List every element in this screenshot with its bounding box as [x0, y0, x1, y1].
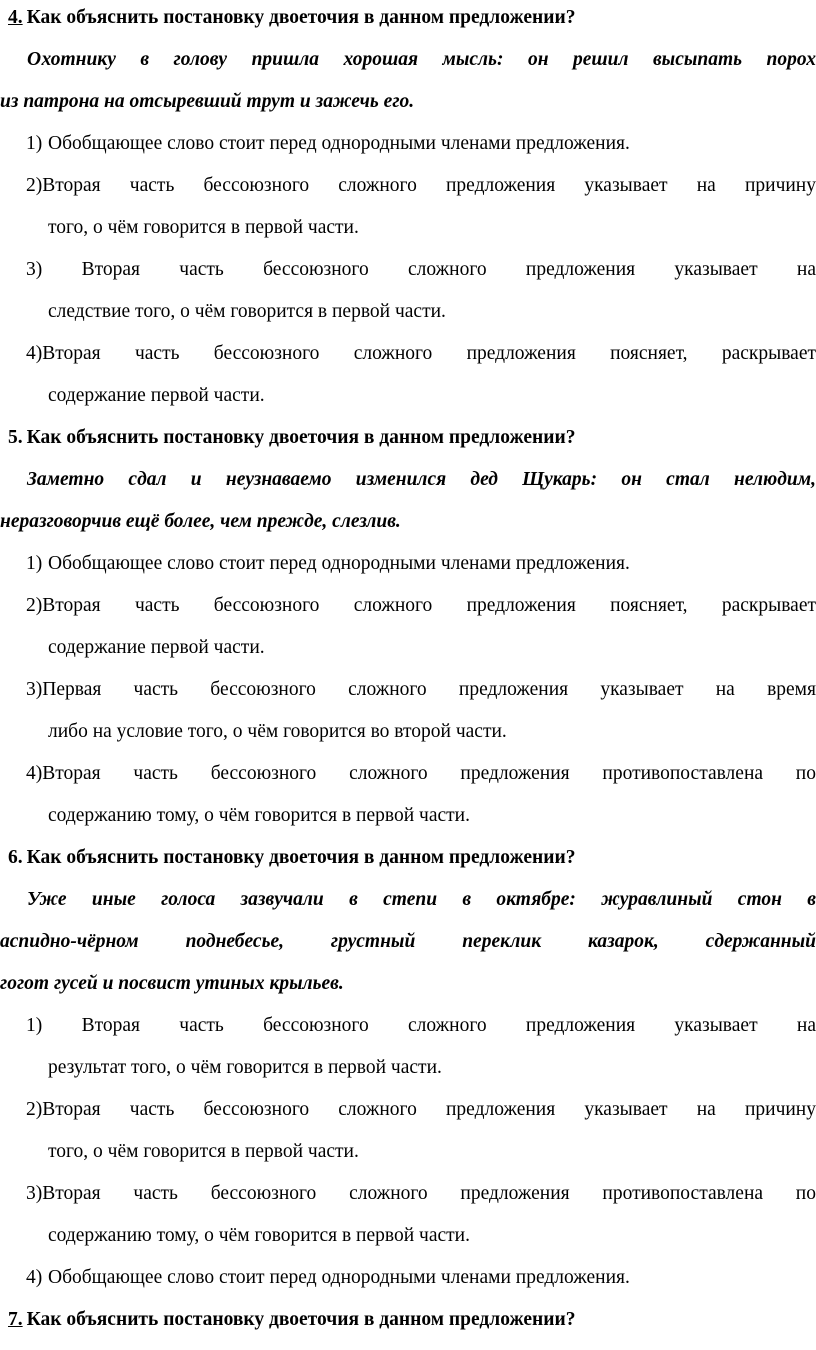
question-5-option-4-cont: содержанию тому, о чём говорится в первой части. [48, 805, 470, 826]
question-4-sentence-line-2: из патрона на отсыревший трут и зажечь его. [0, 91, 415, 112]
option-text: Вторая часть бессоюзного сложного предложения указывает на причину [42, 175, 816, 196]
question-6-option-4 [0, 1257, 816, 1299]
question-6-option-3-cont: содержанию тому, о чём говорится в первой части. [48, 1225, 470, 1246]
question-6-option-2-cont: того, о чём говорится в первой части. [48, 1141, 359, 1162]
question-4-option-2-cont: того, о чём говорится в первой части. [48, 217, 359, 238]
question-5-option-2 [0, 585, 816, 627]
question-title: Как объяснить постановку двоеточия в данном предложении? [26, 7, 576, 28]
option-text: Вторая часть бессоюзного сложного предложения поясняет, раскрывает [42, 595, 816, 616]
question-number: 6. [8, 847, 23, 868]
option-number: 2) [26, 595, 43, 616]
question-title: Как объяснить постановку двоеточия в данном предложении? [26, 847, 576, 868]
option-number: 1) [26, 133, 43, 154]
option-text: Вторая часть бессоюзного сложного предложения противопоставлена по [42, 763, 816, 784]
question-6-option-1 [0, 1005, 816, 1047]
option-text: Обобщающее слово стоит перед однородными членами предложения. [48, 1267, 630, 1288]
question-4-option-3-cont: следствие того, о чём говорится в первой части. [48, 301, 446, 322]
option-number: 2) [26, 1099, 43, 1120]
question-number: 5. [8, 427, 23, 448]
question-5-option-3-cont: либо на условие того, о чём говорится во второй части. [48, 721, 507, 742]
question-number: 4. [8, 7, 23, 28]
question-6-option-3 [0, 1173, 816, 1215]
question-5-option-1 [0, 543, 816, 585]
question-6-heading [0, 837, 816, 879]
question-4-option-3 [0, 249, 816, 291]
option-number: 4) [26, 763, 43, 784]
question-6-option-2 [0, 1089, 816, 1131]
question-4-sentence-line-1: Охотнику в голову пришла хорошая мысль: он решил высыпать порох [27, 49, 816, 70]
option-number: 3) [26, 1183, 43, 1204]
question-5-option-3 [0, 669, 816, 711]
option-text: Вторая часть бессоюзного сложного предложения противопоставлена по [42, 1183, 816, 1204]
question-6-option-1-cont: результат того, о чём говорится в первой части. [48, 1057, 442, 1078]
question-4-option-1 [0, 123, 816, 165]
option-text: Вторая часть бессоюзного сложного предложения указывает на [81, 259, 816, 280]
question-5-sentence-line-2: неразговорчив ещё более, чем прежде, слезлив. [0, 511, 401, 532]
option-text: Первая часть бессоюзного сложного предложения указывает на время [42, 679, 816, 700]
question-5-option-4 [0, 753, 816, 795]
option-text: Вторая часть бессоюзного сложного предложения указывает на [81, 1015, 816, 1036]
question-4-option-2 [0, 165, 816, 207]
question-6-sentence-line-1: Уже иные голоса зазвучали в степи в октябре: журавлиный стон в [27, 889, 816, 910]
question-5-sentence-line-1: Заметно сдал и неузнаваемо изменился дед Щукарь: он стал нелюдим, [27, 469, 816, 490]
option-number: 4) [26, 1267, 43, 1288]
option-number: 3) [26, 679, 43, 700]
option-text: Обобщающее слово стоит перед однородными членами предложения. [48, 553, 630, 574]
question-4-heading [0, 0, 816, 39]
question-title: Как объяснить постановку двоеточия в данном предложении? [26, 1309, 576, 1330]
question-7-heading [0, 1299, 816, 1341]
question-5-option-2-cont: содержание первой части. [48, 637, 265, 658]
question-title: Как объяснить постановку двоеточия в данном предложении? [26, 427, 576, 448]
question-4-option-4-cont: содержание первой части. [48, 385, 265, 406]
question-number: 7. [8, 1309, 23, 1330]
question-5-heading [0, 417, 816, 459]
option-text: Обобщающее слово стоит перед однородными членами предложения. [48, 133, 630, 154]
question-6-sentence-line-2: аспидно-чёрном поднебесье, грустный переклик казарок, сдержанный [0, 931, 816, 952]
question-4-option-4 [0, 333, 816, 375]
option-text: Вторая часть бессоюзного сложного предложения указывает на причину [42, 1099, 816, 1120]
question-6-sentence-line-3: гогот гусей и посвист утиных крыльев. [0, 973, 344, 994]
option-text: Вторая часть бессоюзного сложного предложения поясняет, раскрывает [42, 343, 816, 364]
option-number: 1) [26, 1015, 43, 1036]
option-number: 2) [26, 175, 43, 196]
option-number: 1) [26, 553, 43, 574]
option-number: 3) [26, 259, 43, 280]
option-number: 4) [26, 343, 43, 364]
